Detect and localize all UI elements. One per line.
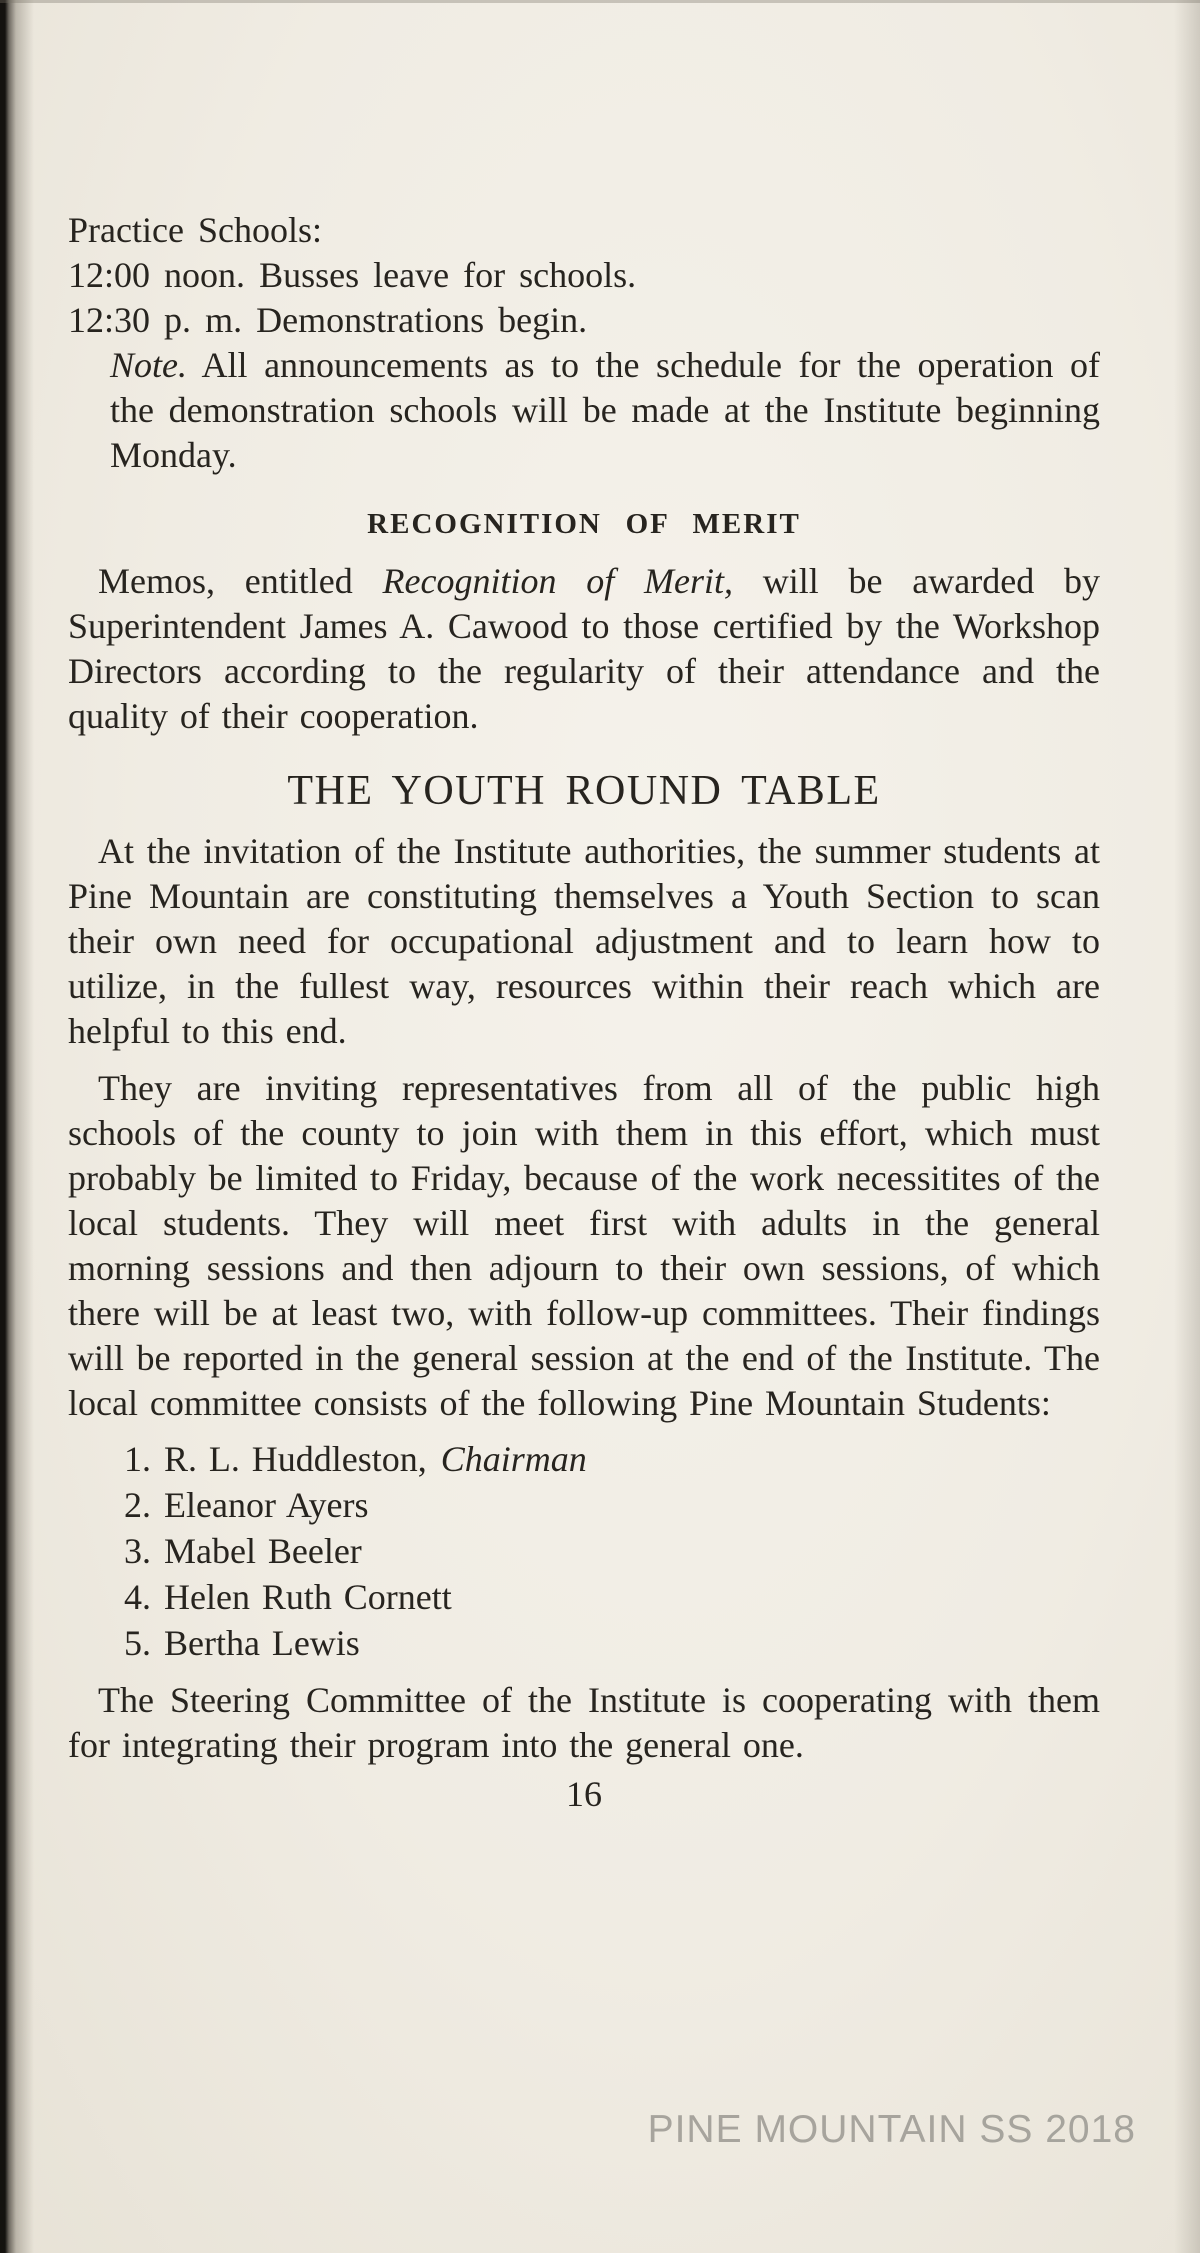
member-number: 5.: [124, 1623, 151, 1663]
schedule-item: 12:30 p. m. Demonstrations begin.: [68, 300, 588, 340]
schedule-title: Practice Schools:: [68, 210, 322, 250]
youth-paragraph-2: They are inviting representatives from all of the public high schools of the county to join with them in this effort, which must probably be limited to Friday, because of the work necessitites of the local students. They will meet first with adults in the general morning sessions and then adjourn to their own sessions, of which there will be at least two, with follow-up committees. Their findings will be reported in the general session at the end of the Institute. The local committee consists of the following Pine Mountain Students:: [68, 1068, 1100, 1423]
steering-committee-paragraph: The Steering Committee of the Institute is cooperating with them for integrating their program into the general one.: [68, 1680, 1100, 1765]
recognition-heading: RECOGNITION OF MERIT: [367, 508, 801, 540]
committee-members-list: [124, 1436, 1100, 1666]
page-content: [68, 208, 1100, 1817]
member-name: Eleanor Ayers: [164, 1485, 369, 1525]
member-name: Helen Ruth Cornett: [164, 1577, 452, 1617]
member-item: [124, 1528, 1100, 1574]
member-name: Mabel Beeler: [164, 1531, 362, 1571]
watermark-text: PINE MOUNTAIN SS 2018: [647, 2108, 1136, 2151]
recognition-paragraph: [68, 559, 1100, 739]
member-role: Chairman: [440, 1439, 587, 1479]
youth-paragraph-1: At the invitation of the Institute authorities, the summer students at Pine Mountain are constituting themselves a Youth Section to scan their own need for occupational adjustment and to learn how to utilize, in the fullest way, resources within their reach which are helpful to this end.: [68, 831, 1100, 1051]
member-name: Bertha Lewis: [164, 1623, 360, 1663]
page-number: 16: [566, 1774, 602, 1814]
member-item: [124, 1436, 1100, 1482]
member-name: R. L. Huddleston,: [164, 1439, 427, 1479]
member-number: 3.: [124, 1531, 151, 1571]
member-item: [124, 1482, 1100, 1528]
recognition-text-end: will be awarded by Superintendent James A. Cawood to those certified by the Workshop Directors according to the regularity of their attendance and the quality of their cooperation.: [68, 561, 1100, 736]
member-item: [124, 1574, 1100, 1620]
member-number: 1.: [124, 1439, 151, 1479]
note-paragraph: [110, 343, 1100, 478]
binding-shadow: [0, 0, 34, 2253]
member-item: [124, 1620, 1100, 1666]
practice-schools-section: [68, 208, 1100, 478]
youth-round-table-heading: THE YOUTH ROUND TABLE: [287, 768, 881, 814]
member-number: 2.: [124, 1485, 151, 1525]
note-text: All announcements as to the schedule for the operation of the demonstration schools will be made at the Institute beginning Monday.: [110, 345, 1100, 475]
note-label: Note.: [110, 345, 187, 385]
recognition-text-italic: Recognition of Merit,: [382, 561, 733, 601]
schedule-item: 12:00 noon. Busses leave for schools.: [68, 255, 637, 295]
scan-edge: [0, 0, 1200, 3]
recognition-text-start: Memos, entitled: [98, 561, 383, 601]
member-number: 4.: [124, 1577, 151, 1617]
